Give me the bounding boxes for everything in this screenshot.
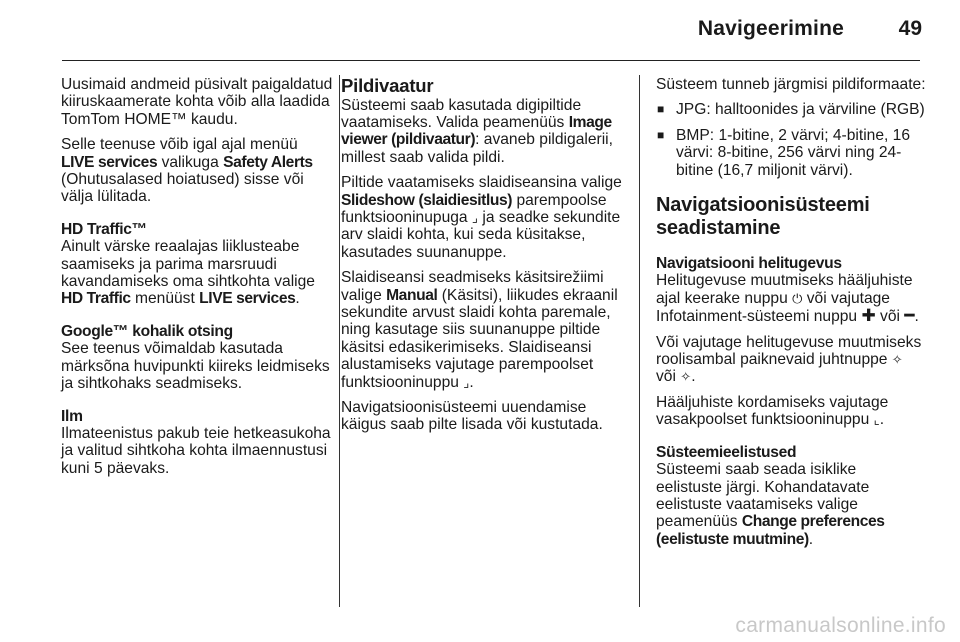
volume-up-icon: ✧ [891, 352, 903, 368]
column-right [656, 76, 926, 556]
heading-system-setup: Navigatsioonisüsteemi seadistamine [656, 194, 870, 239]
text: . [295, 290, 300, 308]
heading-weather: Ilm [61, 407, 83, 425]
text: või [875, 308, 905, 326]
paragraph-volume [656, 272, 926, 325]
text: Helitugevuse muutmiseks hääljuhiste ajal keerake nuppu [656, 272, 913, 307]
power-knob-icon: ⏻ [792, 290, 803, 306]
menu-term: LIVE services [61, 153, 158, 171]
list-item: ■ JPG: halltoonides ja värviline (RGB) [656, 101, 926, 118]
column-middle [341, 76, 631, 442]
paragraph-weather: Ilmateenistus pakub teie hetkeasukoha ja valitud sihtkoha kohta ilmaennustusi kuni 5 päevaks. [61, 424, 331, 477]
text: (Käsitsi), liikudes ekraanil sekundite arvust slaidi kohta paremale, ning kasutage siis suunanuppe piltide käsitsi edasikerimiseks. Slaidiseansi alustamiseks vajutage parempoolset funktsiooninuppu [341, 286, 618, 391]
text: . [691, 368, 696, 386]
paragraph-hd-traffic [61, 238, 333, 308]
text: valikuga [157, 153, 224, 171]
heading-image-viewer: Pildivaatur [341, 75, 434, 96]
text: Hääljuhiste kordamiseks vajutage vasakpoolset funktsiooninuppu [656, 393, 889, 429]
text: Süsteemi saab seada isiklike eelistuste järgi. Kohandatavate eelistuste vaatamiseks valige peamenüüs [656, 461, 870, 531]
paragraph-image-update: Navigatsioonisüsteemi uuendamise käigus saab pilte lisada või kustutada. [341, 399, 603, 434]
paragraph-slideshow [341, 174, 631, 261]
right-function-button-icon: ⌟ [471, 209, 479, 225]
paragraph-speed-cameras: Uusimaid andmeid püsivalt paigaldatud kiiruskaamerate kohta võib alla laadida TomTom HOME™ kaudu. [61, 76, 333, 128]
heading-hd-traffic: HD Traffic™ [61, 220, 147, 238]
menu-term: Slideshow (slaidiesitlus) [341, 191, 513, 209]
text: Selle teenuse võib igal ajal menüü [61, 136, 298, 154]
text: Või vajutage helitugevuse muutmiseks roolisambal paiknevaid juhtnuppe [656, 333, 922, 369]
format-list [656, 101, 926, 179]
text: või [656, 368, 681, 386]
menu-term: LIVE services [199, 290, 296, 308]
heading-navigation-volume: Navigatsiooni helitugevus [656, 255, 842, 273]
column-left [61, 76, 333, 485]
heading-google-local-search: Google™ kohalik otsing [61, 322, 233, 340]
right-function-button-icon: ⌟ [463, 374, 470, 390]
text: Ainult värske reaalajas liiklusteabe saamiseks ja parima marsruudi kavandamiseks oma sihtkohta valige [61, 238, 315, 291]
page-header [0, 0, 960, 60]
page-number: 49 [898, 17, 922, 40]
paragraph-image-viewer [341, 97, 631, 167]
heading-system-preferences: Süsteemieelistused [656, 443, 797, 461]
column-divider-2 [639, 75, 640, 607]
text: Slaidiseansi seadmiseks käsitsirežiimi valige [341, 269, 604, 304]
paragraph-steering-controls [656, 334, 926, 386]
paragraph-repeat-guidance [656, 394, 926, 429]
text: . [469, 373, 474, 391]
text: menüüst [130, 290, 200, 308]
text: . [808, 530, 814, 548]
text: ja seadke sekundite arv slaidi kohta, kui seda küsitakse, kasutades suunanuppe. [341, 208, 621, 261]
text: või vajutage Infotainment-süsteemi nuppu [656, 289, 890, 326]
text: . [879, 411, 885, 429]
text: parempoolse funktsiooninupuga [341, 191, 607, 226]
menu-term: Change preferences (eelistuste muutmine) [656, 513, 885, 548]
volume-down-icon: ✧ [680, 369, 692, 385]
paragraph-manual-mode [341, 269, 631, 391]
watermark: carmanualsonline.info [735, 614, 946, 637]
header-rule [62, 60, 920, 61]
text: : avaneb pildigalerii, millest saab valida pildi. [341, 131, 613, 166]
text: . [914, 308, 919, 326]
paragraph-live-services [61, 136, 333, 206]
text: (Ohutusalased hoiatused) sisse või välja lülitada. [61, 171, 304, 206]
column-divider-1 [339, 75, 340, 607]
list-item: ■ BMP: 1-bitine, 2 värvi; 4-bitine, 16 värvi: 8-bitine, 256 värvi ning 24-bitine (16,7 miljonit värvi). [656, 127, 926, 179]
left-function-button-icon: ⌞ [873, 412, 880, 428]
text: Piltide vaatamiseks slaidiseansina valige [341, 174, 622, 192]
page-title: Navigeerimine [697, 17, 844, 40]
paragraph-preferences [656, 461, 926, 548]
menu-term: Image viewer (pildivaatur) [341, 113, 612, 149]
menu-term: Safety Alerts [223, 153, 313, 171]
minus-icon: ━ [904, 306, 915, 326]
menu-term: Manual [386, 286, 438, 304]
text: Süsteemi saab kasutada digipiltide vaatamiseks. Valida peamenüüs [341, 96, 582, 131]
paragraph-google-local-search: See teenus võimaldab kasutada märksõna huvipunkti kiireks leidmiseks ja sihtkohaks seadmiseks. [61, 340, 330, 393]
paragraph-image-formats: Süsteem tunneb järgmisi pildiformaate: [656, 76, 926, 93]
plus-icon: ✚ [861, 306, 876, 326]
menu-term: HD Traffic [61, 290, 131, 308]
